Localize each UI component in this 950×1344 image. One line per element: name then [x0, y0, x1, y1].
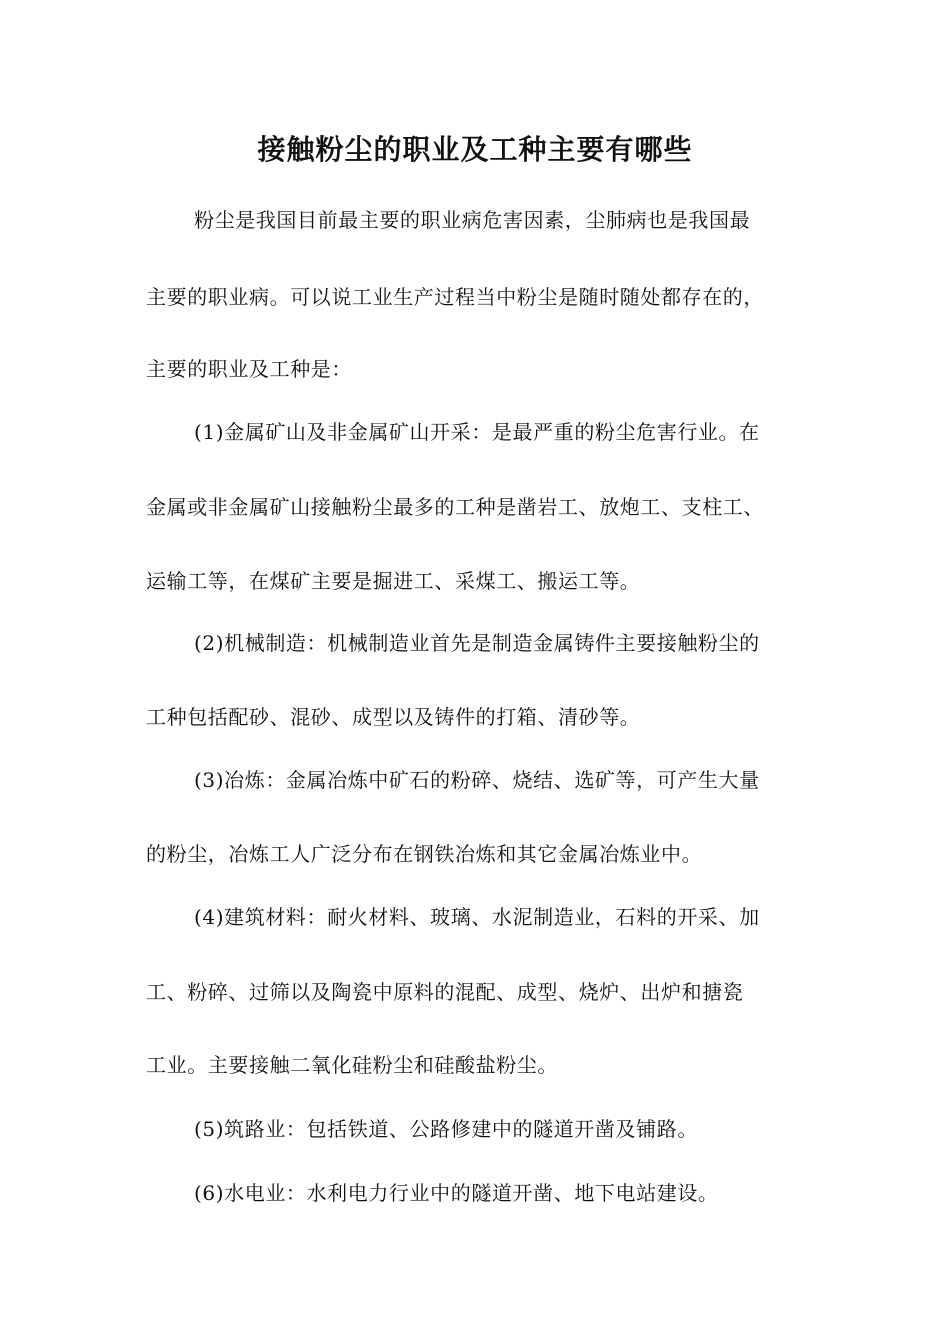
intro-line-1: 粉尘是我国目前最主要的职业病危害因素，尘肺病也是我国最	[194, 208, 751, 232]
document-title: 接触粉尘的职业及工种主要有哪些	[257, 133, 693, 166]
p3-line-1: (3)冶炼：金属冶炼中矿石的粉碎、烧结、选矿等，可产生大量	[194, 768, 760, 792]
p1-line-1: (1)金属矿山及非金属矿山开采：是最严重的粉尘危害行业。在	[194, 420, 760, 444]
p4-line-1: (4)建筑材料：耐火材料、玻璃、水泥制造业，石料的开采、加	[194, 905, 760, 929]
p3-line-2: 的粉尘，冶炼工人广泛分布在钢铁冶炼和其它金属冶炼业中。	[146, 842, 703, 866]
p2-line-2: 工种包括配砂、混砂、成型以及铸件的打箱、清砂等。	[146, 705, 641, 729]
p5-line-1: (5)筑路业：包括铁道、公路修建中的隧道开凿及铺路。	[194, 1117, 698, 1141]
p4-line-2: 工、粉碎、过筛以及陶瓷中原料的混配、成型、烧炉、出炉和搪瓷	[146, 980, 744, 1004]
p1-line-3: 运输工等，在煤矿主要是掘进工、采煤工、搬运工等。	[146, 569, 641, 593]
p4-line-3: 工业。主要接触二氧化硅粉尘和硅酸盐粉尘。	[146, 1053, 558, 1077]
intro-line-2: 主要的职业病。可以说工业生产过程当中粉尘是随时随处都存在的，	[146, 285, 764, 309]
p1-line-2: 金属或非金属矿山接触粉尘最多的工种是凿岩工、放炮工、支柱工、	[146, 495, 764, 519]
p2-line-1: (2)机械制造：机械制造业首先是制造金属铸件主要接触粉尘的	[194, 631, 760, 655]
intro-line-3: 主要的职业及工种是：	[146, 357, 352, 381]
p6-line-1: (6)水电业：水利电力行业中的隧道开凿、地下电站建设。	[194, 1181, 719, 1205]
